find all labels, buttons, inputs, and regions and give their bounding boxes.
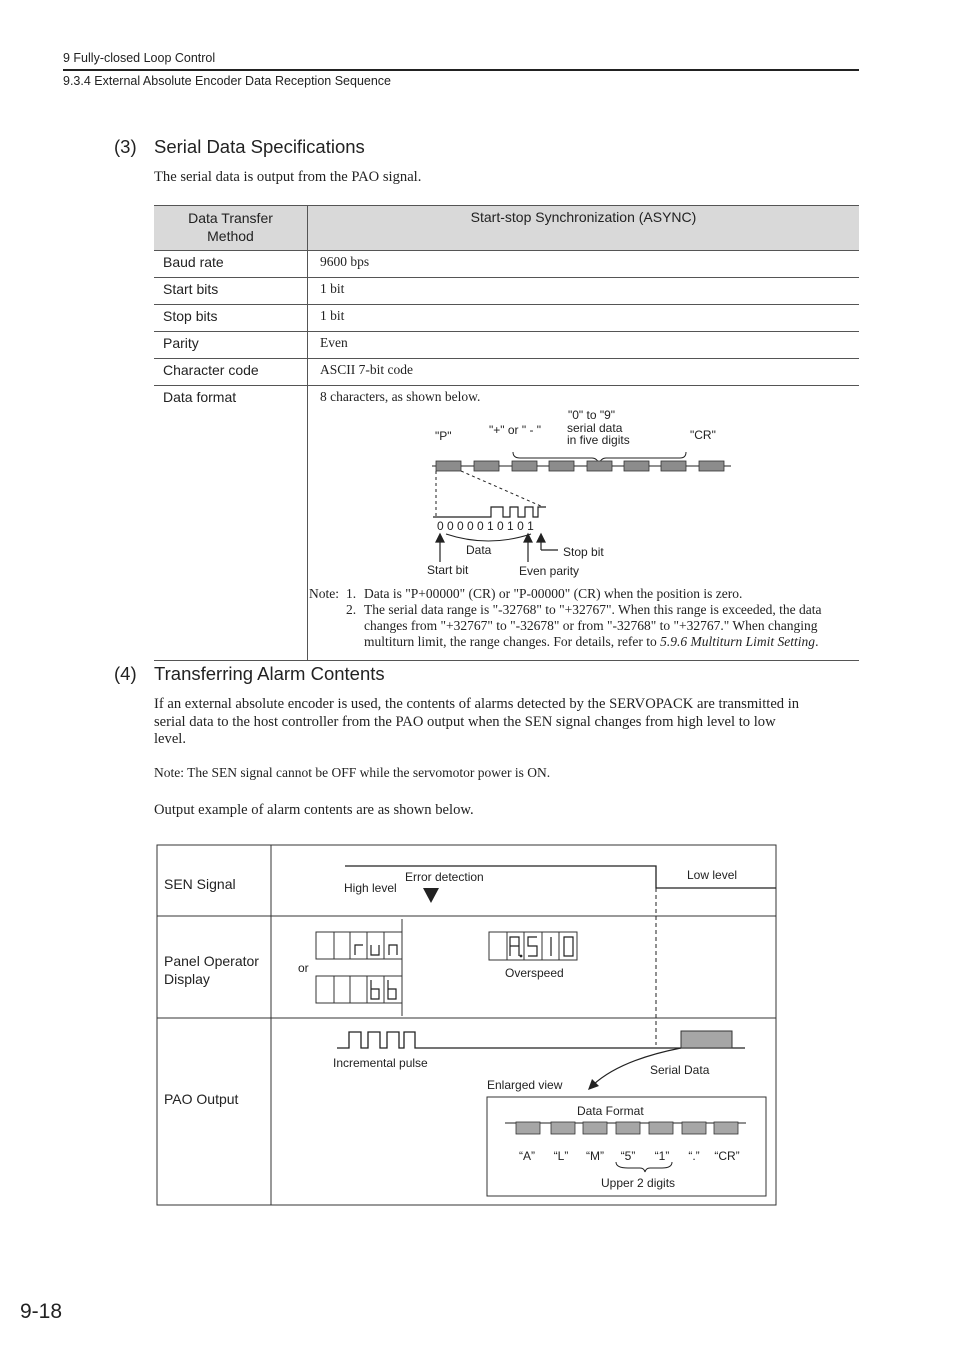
- serial-data-label: Serial Data: [650, 1063, 710, 1077]
- enlarged-view-label: Enlarged view: [487, 1078, 563, 1092]
- row-label: Parity: [154, 332, 308, 359]
- incremental-pulse-label: Incremental pulse: [333, 1056, 428, 1070]
- char-label: “1”: [654, 1149, 670, 1163]
- overspeed-label: Overspeed: [505, 966, 564, 980]
- section4-note: Note: The SEN signal cannot be OFF while the servomotor power is ON.: [154, 765, 551, 780]
- upper-digits-label: Upper 2 digits: [601, 1176, 676, 1190]
- digits-label: serial data: [567, 421, 623, 435]
- char-label: “M”: [586, 1149, 604, 1163]
- row-value: 8 characters, as shown below.: [308, 386, 860, 661]
- char-block: [551, 1122, 575, 1134]
- row-value: 1 bit: [308, 305, 860, 332]
- row-value: 9600 bps: [308, 251, 860, 278]
- table-header-right: Start-stop Synchronization (ASYNC): [308, 206, 860, 251]
- pao-output-label: PAO Output: [164, 1091, 239, 1107]
- char-block: [616, 1122, 640, 1134]
- table-header-left: Data Transfer Method: [154, 206, 308, 251]
- note2-text: The serial data range is "-32768" to "+32767". When this range is exceeded, the data changes from "+32767" to "-32678" or from "-32768" to "+32767." When changing multiturn limit, the range changes. For details, refer to 5.9.6 Multiturn Limit Setting.: [364, 602, 822, 649]
- section4-output-intro: Output example of alarm contents are as shown below.: [154, 802, 474, 818]
- char-block: [583, 1122, 607, 1134]
- row-value: 1 bit: [308, 278, 860, 305]
- page-number: 9-18: [20, 1300, 63, 1323]
- char-label: “L”: [553, 1149, 569, 1163]
- note2-reference: 5.9.6 Multiturn Limit Setting: [660, 634, 816, 649]
- digits-label: "0" to "9": [568, 408, 616, 422]
- chapter-header: 9 Fully-closed Loop Control: [63, 51, 216, 65]
- char-label: “.”: [688, 1149, 700, 1163]
- panel-display-label: Display: [164, 971, 210, 987]
- row-label: Data format: [154, 386, 308, 661]
- section4-paragraph: If an external absolute encoder is used, the contents of alarms detected by the SERVOPACK are transmitted in serial data to the host controller from the PAO output when the SEN signal changes from high level to low level.: [154, 696, 800, 747]
- subsection-header: 9.3.4 External Absolute Encoder Data Reception Sequence: [63, 74, 391, 88]
- data-format-label: Data Format: [577, 1104, 644, 1118]
- sen-signal-label: SEN Signal: [164, 876, 236, 892]
- section3-title: Serial Data Specifications: [154, 136, 365, 157]
- error-detection-label: Error detection: [405, 870, 484, 884]
- cr-char-label: "CR": [690, 428, 716, 442]
- section4-number: (4): [114, 663, 137, 684]
- note1-text: Data is "P+00000" (CR) or "P-00000" (CR) when the position is zero.: [364, 586, 743, 601]
- p-char-label: "P": [435, 429, 452, 443]
- section3-intro: The serial data is output from the PAO signal.: [154, 169, 422, 185]
- digits-label: in five digits: [567, 433, 630, 447]
- sign-char-label: "+" or " - ": [489, 423, 542, 437]
- row-value: ASCII 7-bit code: [308, 359, 860, 386]
- format-char-blocks: [516, 1122, 738, 1134]
- section4-title: Transferring Alarm Contents: [154, 663, 385, 684]
- high-level-label: High level: [344, 881, 397, 895]
- row-value: Even: [308, 332, 860, 359]
- serial-data-block: [681, 1031, 732, 1048]
- char-block: [516, 1122, 540, 1134]
- char-label: “5”: [620, 1149, 636, 1163]
- char-block: [682, 1122, 706, 1134]
- start-bit-label: Start bit: [427, 563, 469, 577]
- char-label: “CR”: [714, 1149, 740, 1163]
- timing-frame: [157, 845, 776, 1205]
- upper-digits-brace: [616, 1162, 672, 1172]
- panel-display-label: Panel Operator: [164, 953, 259, 969]
- note1-number: 1.: [346, 586, 357, 601]
- char-block: [714, 1122, 738, 1134]
- char-block: [649, 1122, 673, 1134]
- row-label: Baud rate: [154, 251, 308, 278]
- data-label: Data: [466, 543, 492, 557]
- error-detection-marker: [423, 888, 439, 903]
- row-label: Character code: [154, 359, 308, 386]
- even-parity-label: Even parity: [519, 564, 580, 578]
- section3-number: (3): [114, 136, 137, 157]
- note2-number: 2.: [346, 602, 357, 617]
- note-prefix: Note:: [309, 586, 339, 601]
- bit-values: 0 0 0 0 0 1 0 1 0 1: [437, 519, 534, 533]
- or-label: or: [298, 961, 309, 975]
- row-label: Start bits: [154, 278, 308, 305]
- char-label: “A”: [519, 1149, 535, 1163]
- stop-bit-label: Stop bit: [563, 545, 604, 559]
- row-label: Stop bits: [154, 305, 308, 332]
- low-level-label: Low level: [687, 868, 738, 882]
